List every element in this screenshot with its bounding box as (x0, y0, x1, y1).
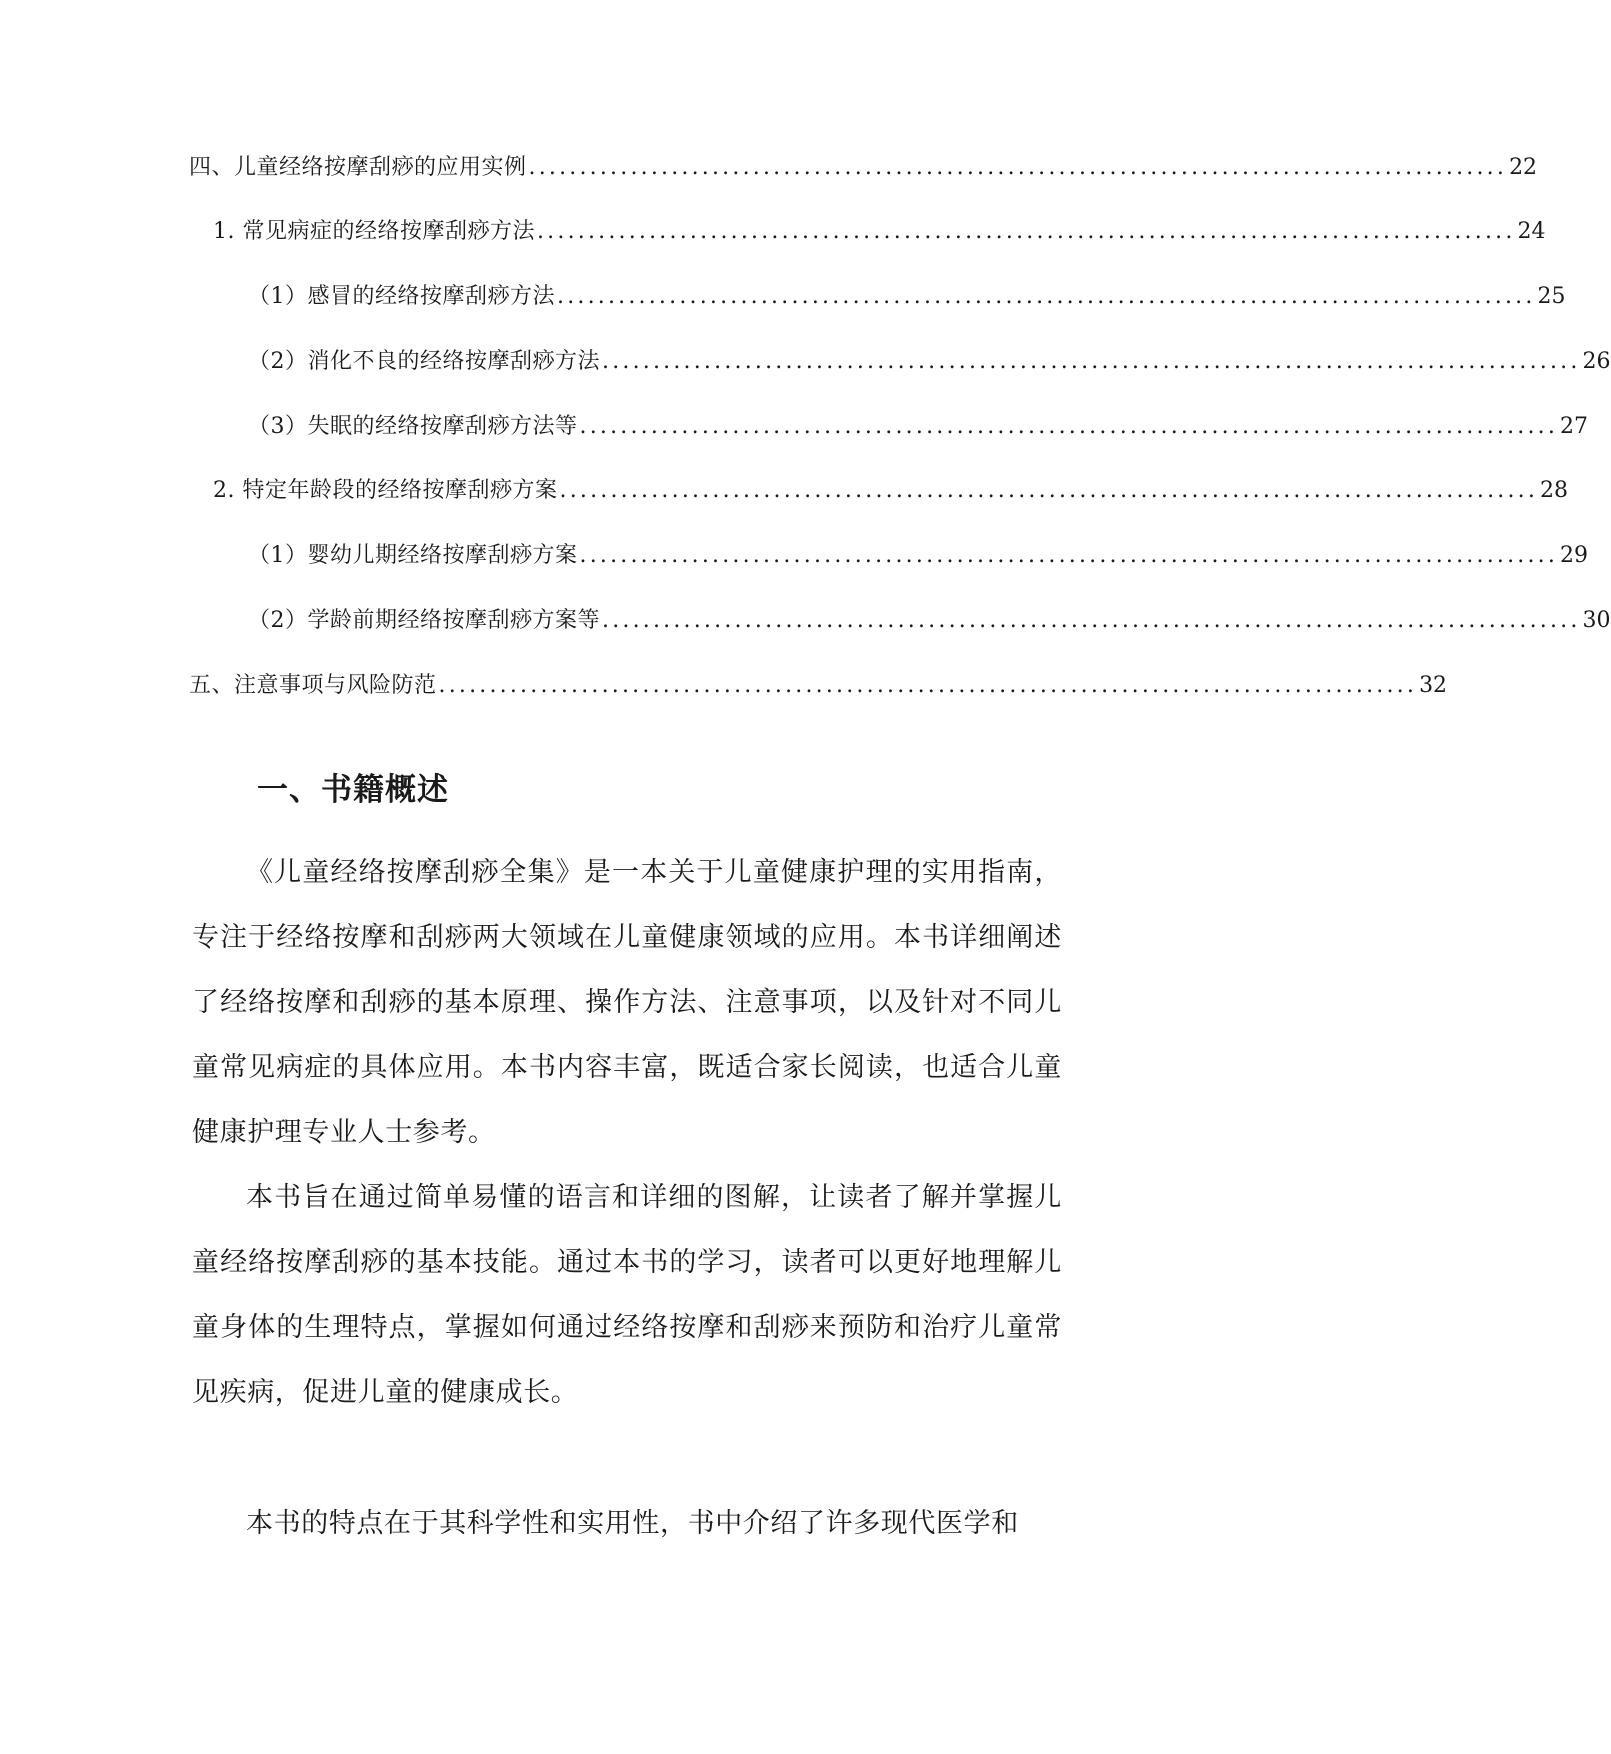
toc-entry[interactable] (213, 471, 1569, 511)
toc-entry[interactable] (248, 536, 1589, 576)
toc-leader-dots: ................................................................................................ (559, 478, 1539, 503)
toc-entry-page: 28 (1540, 478, 1569, 503)
toc-leader-dots: ................................................................................................ (557, 284, 1536, 309)
toc-entry-page: 25 (1537, 284, 1566, 309)
toc-entry-text: （1）婴幼儿期经络按摩刮痧方案 (248, 543, 578, 568)
toc-entry[interactable] (248, 601, 1611, 641)
toc-entry[interactable] (248, 407, 1589, 447)
toc-entry[interactable] (213, 212, 1546, 252)
toc-entry-text: （2）学龄前期经络按摩刮痧方案等 (248, 608, 600, 633)
toc-entry[interactable] (189, 148, 1538, 188)
toc-leader-dots: ................................................................................................ (602, 608, 1581, 633)
toc-leader-dots: ................................................................................................ (579, 543, 1559, 568)
toc-leader-dots: ................................................................................................ (536, 219, 1516, 244)
toc-entry-text: （2）消化不良的经络按摩刮痧方法 (248, 349, 600, 374)
toc-entry-page: 30 (1582, 608, 1611, 633)
toc-entry[interactable] (189, 666, 1448, 706)
toc-entry-text: （3）失眠的经络按摩刮痧方法等 (248, 414, 578, 439)
body-paragraph: 《儿童经络按摩刮痧全集》是一本关于儿童健康护理的实用指南，专注于经络按摩和刮痧两大领域在儿童健康领域的应用。本书详细阐述了经络按摩和刮痧的基本原理、操作方法、注意事项，以及针对不同儿童常见病症的具体应用。本书内容丰富，既适合家长阅读，也适合儿童健康护理专业人士参考。 (192, 857, 1062, 1148)
toc-entry-page: 24 (1517, 219, 1546, 244)
section-heading: 一、书籍概述 (257, 772, 449, 808)
toc-entry-page: 32 (1419, 673, 1448, 698)
toc-entry-text: 1. 常见病症的经络按摩刮痧方法 (213, 219, 535, 244)
body-paragraph: 本书的特点在于其科学性和实用性，书中介绍了许多现代医学和 (246, 1508, 1019, 1539)
toc-entry-page: 29 (1560, 543, 1589, 568)
toc-entry[interactable] (248, 342, 1611, 382)
toc-entry-text: （1）感冒的经络按摩刮痧方法 (248, 284, 555, 309)
toc-entry[interactable] (248, 277, 1566, 317)
toc-entry-text: 2. 特定年龄段的经络按摩刮痧方案 (213, 478, 558, 503)
toc-leader-dots: ................................................................................................ (438, 673, 1418, 698)
toc-leader-dots: ................................................................................................ (579, 414, 1559, 439)
toc-entry-text: 四、儿童经络按摩刮痧的应用实例 (189, 155, 527, 180)
toc-leader-dots: ................................................................................................ (602, 349, 1581, 374)
toc-entry-page: 22 (1509, 155, 1538, 180)
toc-entry-text: 五、注意事项与风险防范 (189, 673, 437, 698)
body-paragraph: 本书旨在通过简单易懂的语言和详细的图解，让读者了解并掌握儿童经络按摩刮痧的基本技能。通过本书的学习，读者可以更好地理解儿童身体的生理特点，掌握如何通过经络按摩和刮痧来预防和治疗儿童常见疾病，促进儿童的健康成长。 (192, 1182, 1062, 1408)
toc-entry-page: 26 (1582, 349, 1611, 374)
toc-entry-page: 27 (1560, 414, 1589, 439)
toc-leader-dots: ................................................................................................ (528, 155, 1508, 180)
